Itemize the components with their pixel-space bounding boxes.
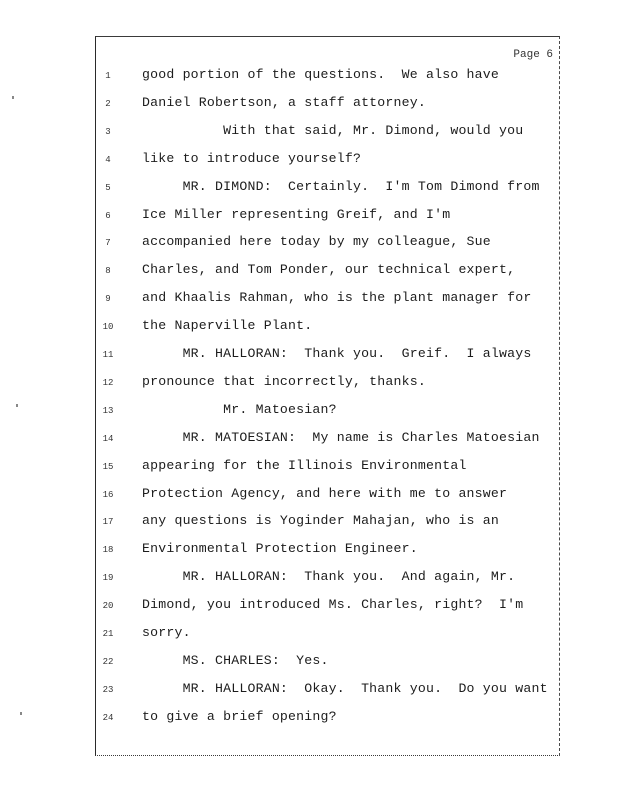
line-text: MR. MATOESIAN: My name is Charles Matoesian: [142, 429, 540, 445]
transcript-line: [96, 179, 556, 203]
transcript-line: [96, 486, 556, 510]
line-number: 8: [105, 266, 111, 277]
line-text: to give a brief opening?: [142, 708, 337, 724]
line-text: MR. HALLORAN: Okay. Thank you. Do you want: [142, 680, 548, 696]
line-text: Ice Miller representing Greif, and I'm: [142, 206, 451, 222]
line-number: 1: [105, 71, 111, 81]
line-number: 11: [102, 350, 114, 360]
transcript-page: [95, 36, 560, 756]
transcript-line: [96, 430, 556, 454]
transcript-line: [96, 681, 556, 705]
transcript-line: [96, 318, 556, 342]
transcript-line: [96, 653, 556, 677]
line-number: 4: [105, 154, 111, 165]
margin-mark: [20, 712, 22, 715]
line-number: 2: [105, 98, 111, 109]
transcript-line: [96, 541, 556, 565]
line-number: 20: [102, 601, 114, 612]
line-number: 24: [102, 712, 114, 723]
transcript-line: [96, 290, 556, 314]
line-number: 9: [105, 294, 111, 305]
margin-mark: [12, 96, 14, 99]
line-text: accompanied here today by my colleague, Sue: [142, 234, 491, 250]
line-text: and Khaalis Rahman, who is the plant manager for: [142, 290, 532, 306]
transcript-line: [96, 513, 556, 537]
line-number: 16: [102, 489, 114, 500]
line-text: good portion of the questions. We also have: [142, 67, 500, 82]
transcript-line: [96, 458, 556, 482]
line-text: Dimond, you introduced Ms. Charles, right? I'm: [142, 597, 524, 613]
transcript-line: [96, 402, 556, 426]
line-text: Protection Agency, and here with me to answer: [142, 485, 508, 501]
margin-mark: [16, 404, 18, 407]
transcript-line: [96, 207, 556, 231]
line-number: 13: [102, 405, 114, 416]
line-text: MR. HALLORAN: Thank you. And again, Mr.: [142, 569, 516, 585]
line-number: 18: [102, 545, 114, 556]
line-text: sorry.: [142, 625, 191, 640]
line-text: pronounce that incorrectly, thanks.: [142, 373, 426, 389]
transcript-line: [96, 569, 556, 593]
line-text: Mr. Matoesian?: [142, 401, 337, 417]
transcript-line: [96, 709, 556, 733]
line-text: MS. CHARLES: Yes.: [142, 652, 329, 668]
transcript-line: [96, 234, 556, 258]
line-text: Charles, and Tom Ponder, our technical expert,: [142, 262, 516, 278]
line-text: Daniel Robertson, a staff attorney.: [142, 94, 426, 110]
transcript-line: [96, 67, 556, 91]
line-text: any questions is Yoginder Mahajan, who is an: [142, 513, 500, 529]
line-number: 15: [102, 461, 114, 472]
line-text: Environmental Protection Engineer.: [142, 541, 418, 557]
transcript-line: [96, 95, 556, 119]
line-number: 5: [105, 182, 111, 193]
transcript-line: [96, 374, 556, 398]
line-number: 14: [102, 433, 114, 444]
transcript-line: [96, 346, 556, 370]
line-number: 17: [102, 517, 114, 528]
line-text: appearing for the Illinois Environmental: [142, 457, 467, 473]
line-number: 19: [102, 573, 114, 584]
line-number: 6: [105, 210, 111, 221]
line-number: 3: [105, 126, 111, 137]
line-number: 23: [102, 684, 114, 695]
line-text: MR. HALLORAN: Thank you. Greif. I always: [142, 346, 532, 361]
line-text: like to introduce yourself?: [142, 150, 362, 166]
line-text: MR. DIMOND: Certainly. I'm Tom Dimond from: [142, 178, 540, 194]
transcript-line: [96, 123, 556, 147]
transcript-line: [96, 262, 556, 286]
line-text: the Naperville Plant.: [142, 318, 313, 334]
line-number: 12: [102, 377, 114, 388]
page-number: Page 6: [513, 49, 553, 61]
transcript-line: [96, 151, 556, 175]
line-number: 10: [102, 322, 114, 333]
line-text: With that said, Mr. Dimond, would you: [142, 122, 524, 138]
transcript-line: [96, 597, 556, 621]
transcript-line: [96, 625, 556, 649]
line-number: 21: [102, 629, 114, 639]
line-number: 22: [102, 656, 114, 667]
line-number: 7: [105, 238, 111, 249]
